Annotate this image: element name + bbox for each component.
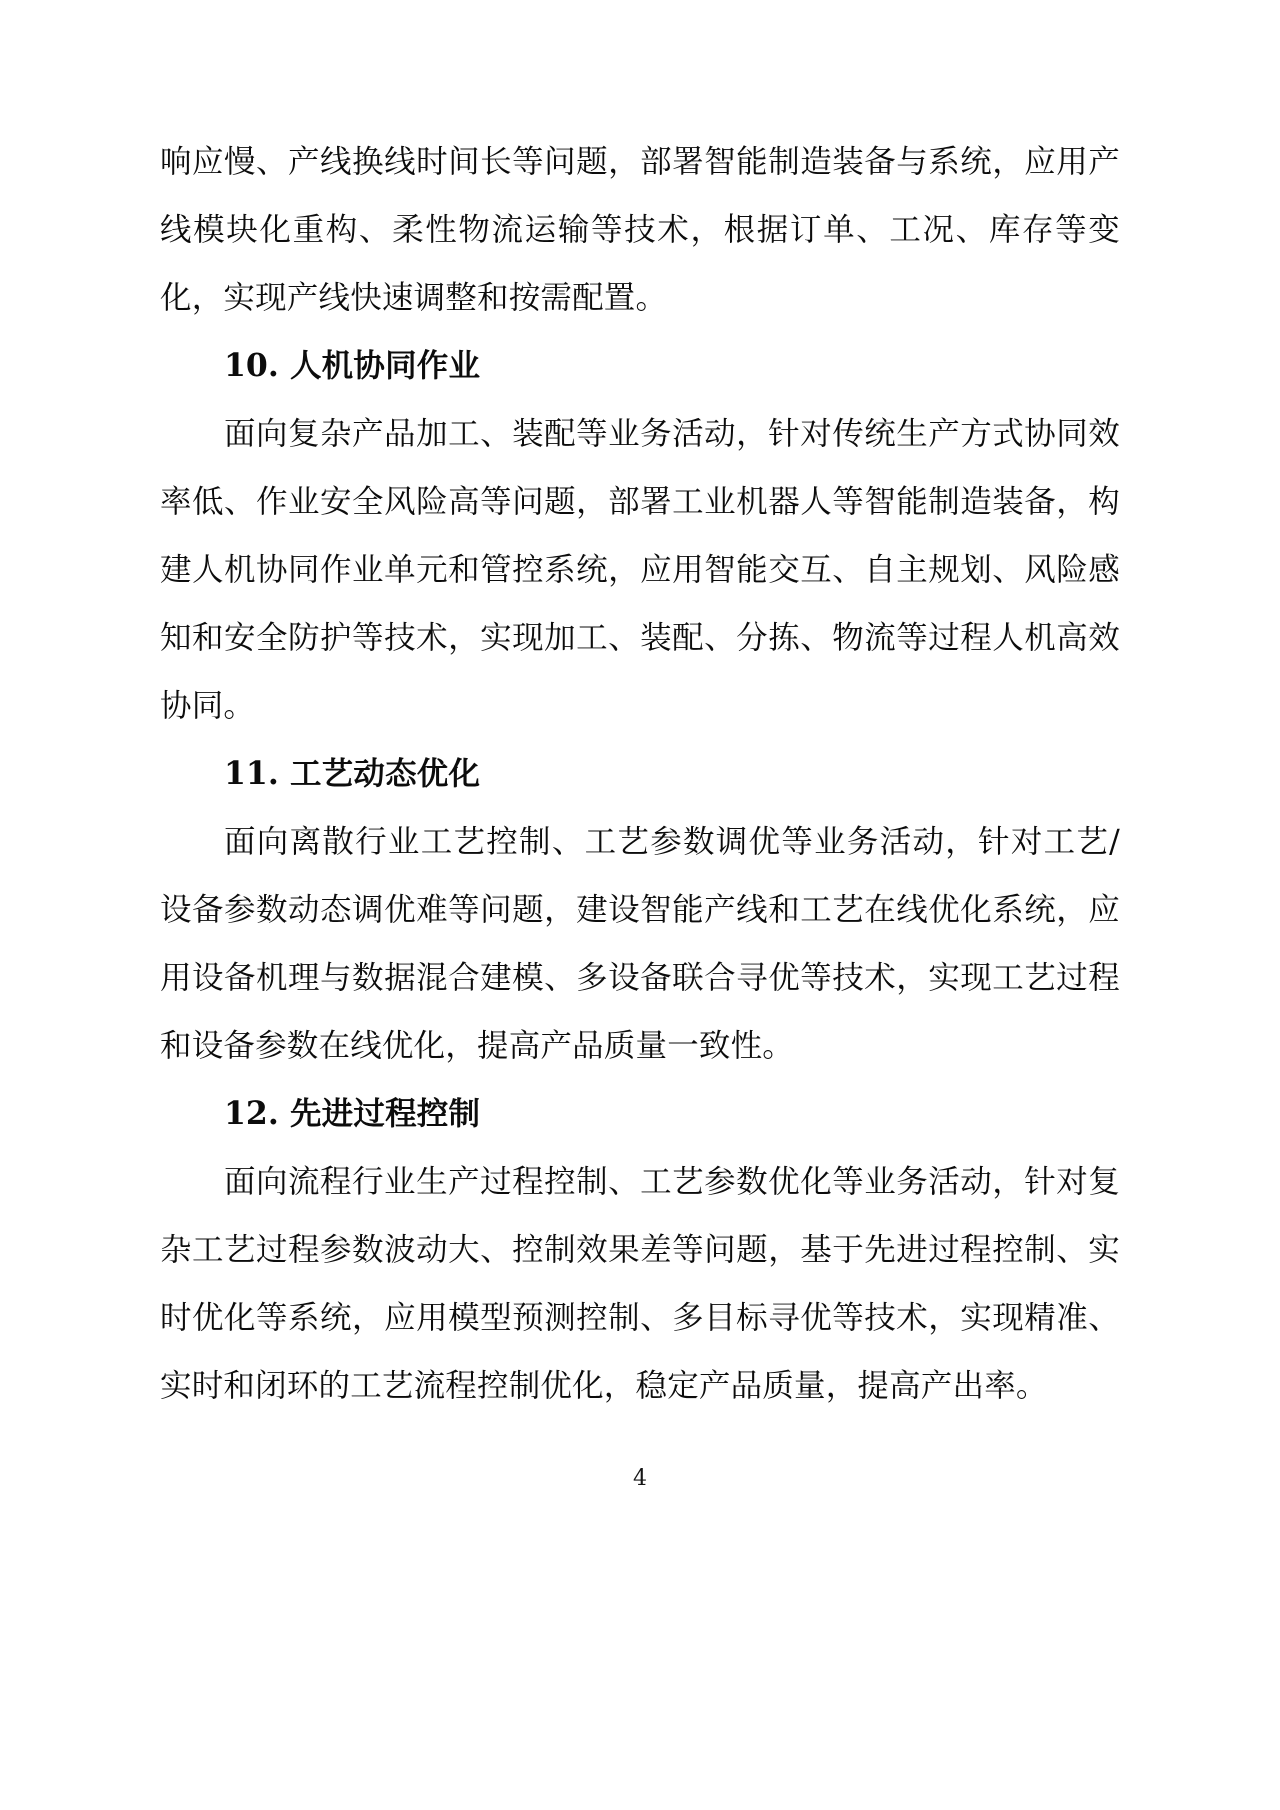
section-title-10: 人机协同作业: [289, 347, 481, 384]
section-title-11: 工艺动态优化: [289, 755, 481, 792]
section-number-12: 12.: [224, 1095, 279, 1132]
page-content: [160, 128, 1120, 1420]
section-heading-10: [160, 332, 1120, 400]
section-number-10: 10.: [224, 347, 279, 384]
page-number: 4: [633, 1466, 647, 1491]
paragraph-section-11: 面向离散行业工艺控制、工艺参数调优等业务活动，针对工艺/设备参数动态调优难等问题，建设智能产线和工艺在线优化系统，应用设备机理与数据混合建模、多设备联合寻优等技术，实现工艺过程和设备参数在线优化，提高产品质量一致性。: [160, 824, 1120, 1064]
section-heading-11: [160, 740, 1120, 808]
paragraph-continuation: 响应慢、产线换线时间长等问题，部署智能制造装备与系统，应用产线模块化重构、柔性物流运输等技术，根据订单、工况、库存等变化，实现产线快速调整和按需配置。: [160, 144, 1120, 316]
section-heading-12: [160, 1080, 1120, 1148]
paragraph-section-12: 面向流程行业生产过程控制、工艺参数优化等业务活动，针对复杂工艺过程参数波动大、控制效果差等问题，基于先进过程控制、实时优化等系统，应用模型预测控制、多目标寻优等技术，实现精准、实时和闭环的工艺流程控制优化，稳定产品质量，提高产出率。: [160, 1164, 1120, 1404]
section-title-12: 先进过程控制: [289, 1095, 481, 1132]
paragraph-section-10: 面向复杂产品加工、装配等业务活动，针对传统生产方式协同效率低、作业安全风险高等问题，部署工业机器人等智能制造装备，构建人机协同作业单元和管控系统，应用智能交互、自主规划、风险感知和安全防护等技术，实现加工、装配、分拣、物流等过程人机高效协同。: [160, 416, 1120, 724]
section-number-11: 11.: [224, 755, 279, 792]
